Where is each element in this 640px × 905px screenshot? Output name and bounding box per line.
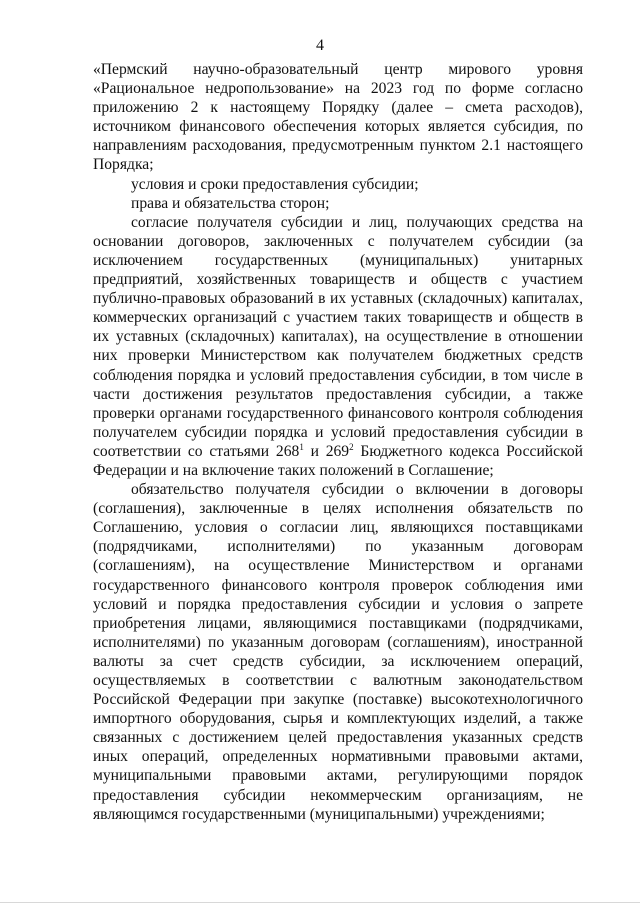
paragraph-cost-estimate: «Пермский научно-образовательный центр мирового уровня «Рациональное недропользование» на 2023 год по форме согласно приложению 2 к настоящему Порядку (далее – смета расходов), источником финансового обеспечения которых является субсидия, по направлениям расходования, предусмотренным пунктом 2.1 настоящего Порядка; [93,61,583,174]
paragraph-conditions-terms: условия и сроки предоставления субсидии; [131,175,419,193]
article-269-superscript: 2 [349,441,354,452]
page-bottom-edge [0,902,640,903]
article-268-superscript: 1 [299,441,304,452]
paragraph-contractor-obligation: обязательство получателя субсидии о включении в договоры (соглашения), заключенные в целях исполнения обязательств по Соглашению, условия о согласии лиц, являющихся поставщиками (подрядчиками, исполнителями) по указанным договорам (соглашениям), на осуществление Министерством и органами государственного финансового контроля проверок соблюдения ими условий и порядка предоставления субсидии и условия о запрете приобретения лицами, являющимися поставщиками (подрядчиками, исполнителями) по указанным договорам (соглашениям), иностранной валюты за счет средств субсидии, за исключением операций, осуществляемых в соответствии с валютным законодательством Российской Федерации при закупке (поставке) высокотехнологичного импортного оборудования, сырья и комплектующих изделий, а также связанных с достижением целей предоставления указанных средств иных операций, определенных нормативными правовыми актами, муниципальными правовыми актами, регулирующими порядок предоставления субсидии некоммерческим организациям, не являющимся государственными (муниципальными) учреждениями; [93,481,583,823]
consent-text-part-1: согласие получателя субсидии и лиц, получающих средства на основании договоров, заключенных с получателем субсидии (за исключением государственных (муниципальных) унитарных предприятий, хозяйственных товариществ и обществ с участием публично-правовых образований в их уставных (складочных) капиталах, коммерческих организаций с участием таких товариществ и обществ в их уставных (складочных) капиталах), на осуществление в отношении них проверки Министерством как получателем бюджетных средств соблюдения порядка и условий предоставления субсидии, в том числе в части достижения результатов предоставления субсидии, а также проверки органами государственного финансового контроля соблюдения получателем субсидии порядка и условий предоставления субсидии в соответствии со статьями 268 [93,213,583,460]
consent-text-part-2: и 269 [303,442,350,460]
consent-text-part-3: Бюджетного кодекса Российской Федерации и на включение таких положений в Соглашение; [93,442,583,479]
page-number: 4 [316,37,324,54]
document-body [93,60,583,824]
paragraph-rights-obligations: права и обязательства сторон; [131,194,330,212]
paragraph-consent-to-audit [93,213,583,480]
